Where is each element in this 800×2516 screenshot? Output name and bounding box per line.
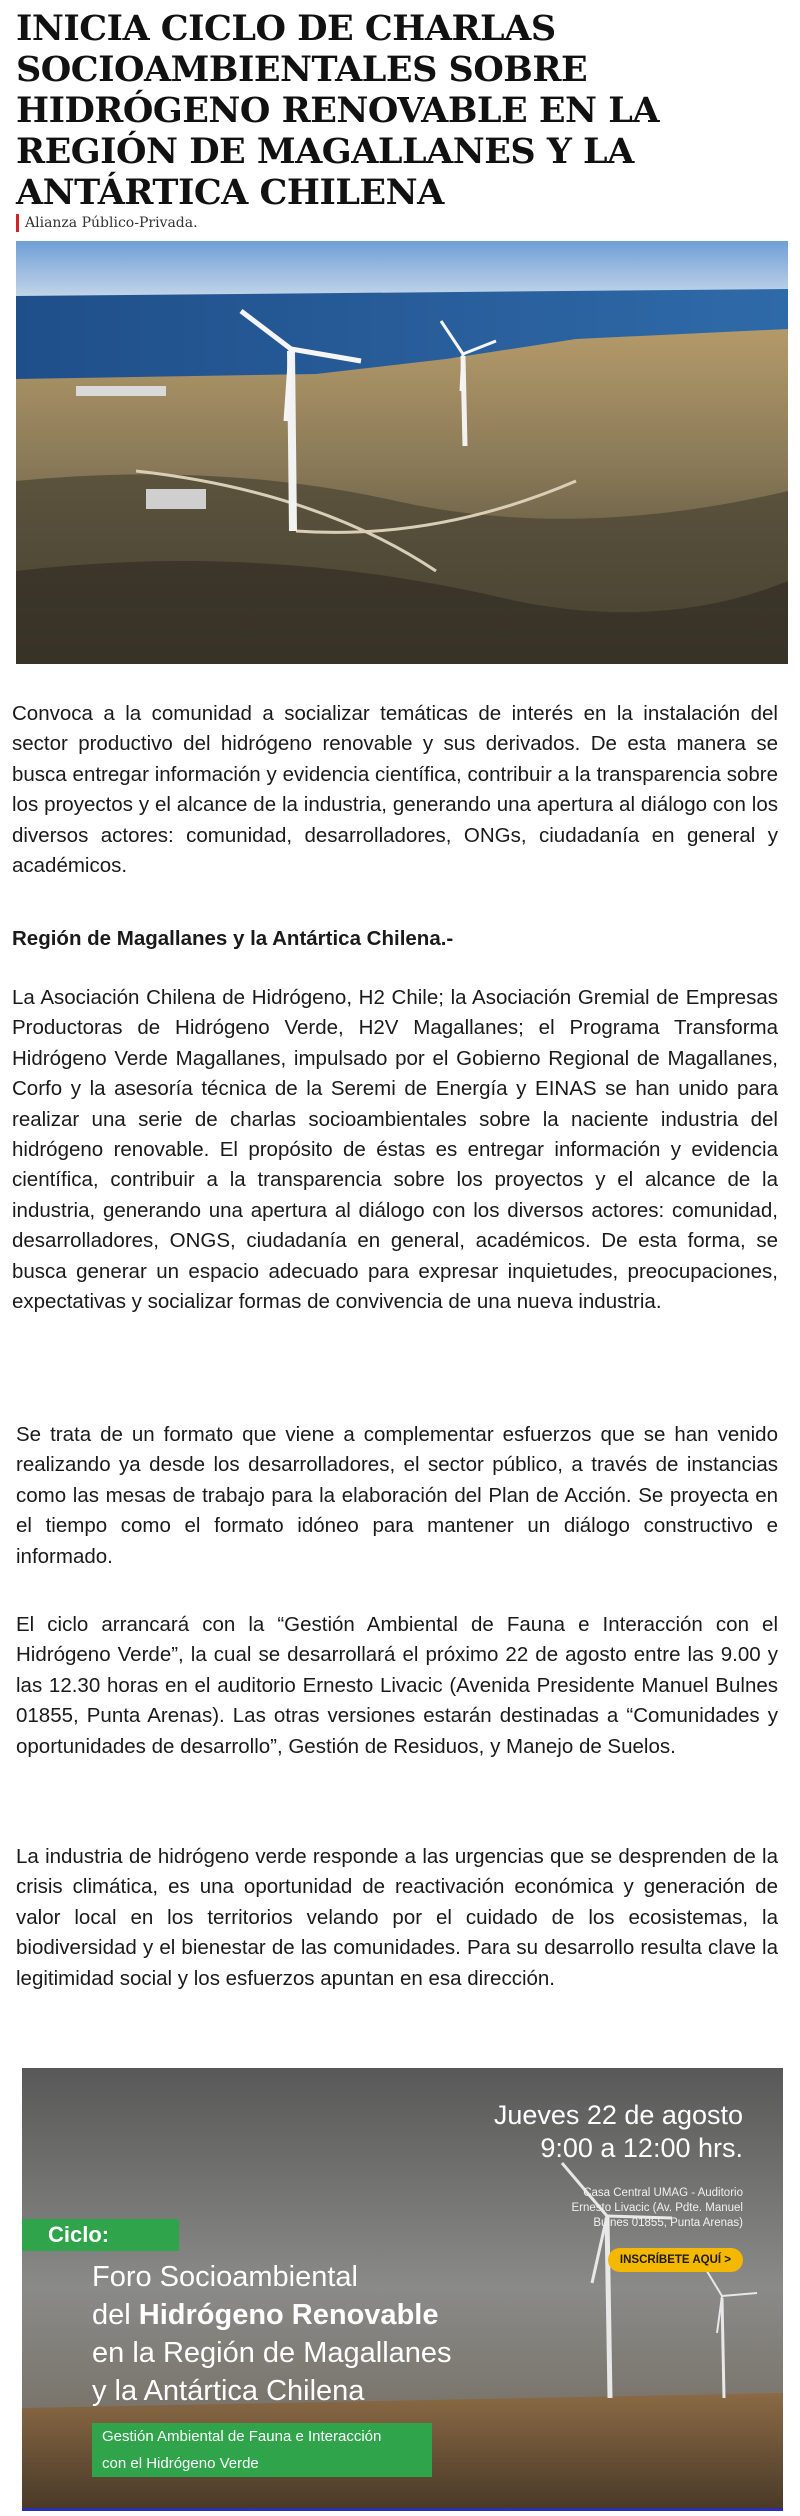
event-hours: 9:00 a 12:00 hrs. <box>540 2133 743 2163</box>
photo-caption: Alianza Público-Privada. <box>16 214 198 232</box>
forum-title-line: y la Antártica Chilena <box>92 2375 365 2407</box>
article-title: INICIA CICLO DE CHARLAS SOCIOAMBIENTALES SOBRE HIDRÓGENO RENOVABLE EN LA REGIÓN DE MAGALLANES Y LA ANTÁRTICA CHILENA <box>16 8 659 213</box>
venue-line: Bulnes 01855, Punta Arenas) <box>593 2217 743 2229</box>
forum-title-prefix: del <box>92 2299 139 2331</box>
event-date <box>494 2098 743 2164</box>
hero-image <box>16 241 788 664</box>
forum-title-highlight: Hidrógeno Renovable <box>138 2299 439 2331</box>
body-paragraph-3: El ciclo arrancará con la “Gestión Ambiental de Fauna e Interacción con el Hidrógeno Verde”, la cual se desarrollará el próximo 22 de agosto entre las 9.00 y las 12.30 horas en el auditorio Ernesto Livacic (Avenida Presidente Manuel Bulnes 01855, Punta Arenas). Las otras versiones estarán destinadas a “Comunidades y oportunidades de desarrollo”, Gestión de Residuos, y Manejo de Suelos. <box>16 1613 778 1758</box>
forum-title-line: Foro Socioambiental <box>92 2261 358 2293</box>
cycle-label: Ciclo: <box>22 2219 179 2251</box>
event-venue <box>523 2186 743 2231</box>
dateline: Región de Magallanes y la Antártica Chilena.- <box>12 927 454 950</box>
event-banner <box>22 2068 783 2511</box>
venue-line: Ernesto Livacic (Av. Pdte. Manuel <box>571 2202 743 2214</box>
topic-line: con el Hidrógeno Verde <box>102 2455 259 2472</box>
wind-turbines-photo <box>16 241 788 664</box>
register-button[interactable]: INSCRÍBETE AQUÍ > <box>608 2248 743 2272</box>
event-day: Jueves 22 de agosto <box>493 2100 743 2130</box>
body-paragraph-1: La Asociación Chilena de Hidrógeno, H2 Chile; la Asociación Gremial de Empresas Productoras de Hidrógeno Verde, H2V Magallanes; el Programa Transforma Hidrógeno Verde Magallanes, impulsado por el Gobierno Regional de Magallanes, Corfo y la asesoría técnica de la Seremi de Energía y EINAS se han unido para realizar una serie de charlas socioambientales sobre la naciente industria del hidrógeno renovable. El propósito de éstas es entregar información y evidencia científica, contribuir a la transparencia sobre los proyectos y el alcance de la industria, generando una apertura al diálogo con los diversos actores: comunidad, desarrolladores, ONGS, ciudadanía en general, académicos. De esta forma, se busca generar un espacio adecuado para expresar inquietudes, preocupaciones, expectativas y socializar formas de convivencia de una nueva industria. <box>12 986 778 1314</box>
forum-title <box>92 2258 692 2410</box>
forum-title-line <box>92 2296 692 2334</box>
forum-title-line: en la Región de Magallanes <box>92 2337 452 2369</box>
body-paragraph-2: Se trata de un formato que viene a complementar esfuerzos que se han venido realizando ya desde los desarrolladores, el sector público, a través de instancias como las mesas de trabajo para la elaboración del Plan de Acción. Se proyecta en el tiempo como el formato idóneo para mantener un diálogo constructivo e informado. <box>16 1423 778 1568</box>
venue-line: Casa Central UMAG - Auditorio <box>583 2187 743 2199</box>
topic-line: Gestión Ambiental de Fauna e Interacción <box>102 2428 382 2445</box>
intro-paragraph: Convoca a la comunidad a socializar temáticas de interés en la instalación del sector productivo del hidrógeno renovable y sus derivados. De esta manera se busca entregar información y evidencia científica, contribuir a la transparencia sobre los proyectos y el alcance de la industria, generando una apertura al diálogo con los diversos actores: comunidad, desarrolladores, ONGs, ciudadanía en general y académicos. <box>12 702 778 878</box>
body-paragraph-4: La industria de hidrógeno verde responde a las urgencias que se desprenden de la crisis climática, es una oportunidad de reactivación económica y generación de valor local en los territorios velando por el cuidado de los ecosistemas, la biodiversidad y el bienestar de las comunidades. Para su desarrollo resulta clave la legitimidad social y los esfuerzos apuntan en esa dirección. <box>16 1845 778 1990</box>
session-topic <box>92 2423 432 2477</box>
